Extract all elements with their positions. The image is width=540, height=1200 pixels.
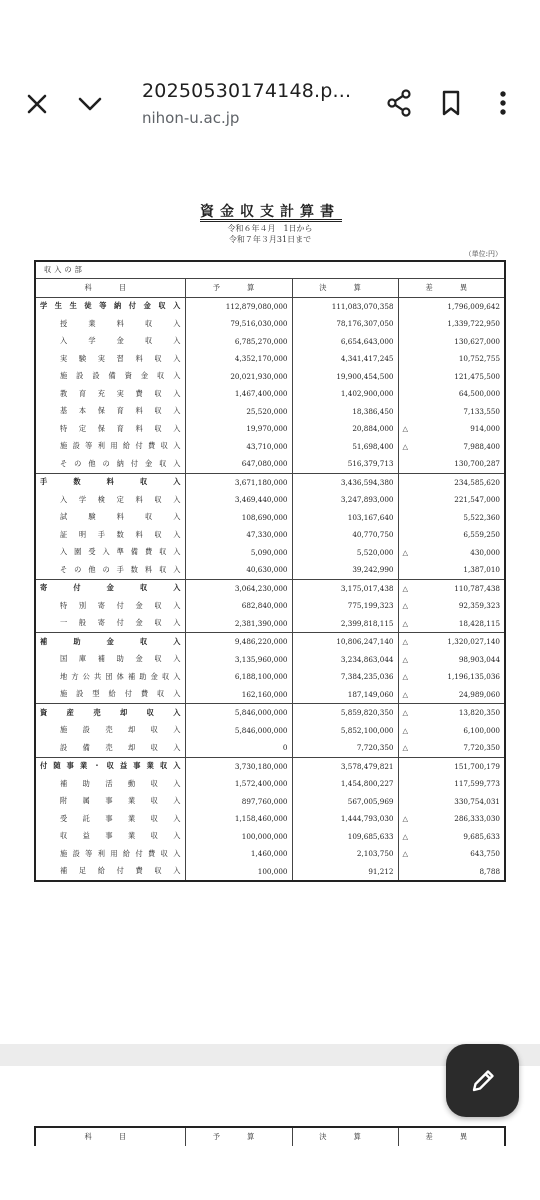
item-name: そ の 他 の 納 付 金 収 入 bbox=[60, 458, 181, 468]
row-subject bbox=[35, 845, 185, 863]
table-row bbox=[35, 438, 505, 456]
difference-value: 914,000 bbox=[470, 424, 501, 434]
budget-cell: 20,021,930,000 bbox=[185, 368, 292, 386]
negative-marker: △ bbox=[402, 441, 409, 451]
row-subject bbox=[35, 668, 185, 686]
header-subject: 科 目 bbox=[35, 279, 185, 298]
difference-cell bbox=[398, 455, 505, 473]
category-name: 資 産 売 却 収 入 bbox=[40, 707, 181, 717]
item-name: 受 託 事 業 収 入 bbox=[60, 813, 181, 823]
item-name: 特 定 保 育 料 収 入 bbox=[60, 423, 181, 433]
row-subject bbox=[35, 579, 185, 597]
item-name: 施 設 型 給 付 費 収 入 bbox=[60, 689, 181, 699]
difference-value: 130,627,000 bbox=[454, 336, 501, 346]
difference-cell bbox=[398, 863, 505, 882]
budget-cell: 1,460,000 bbox=[185, 845, 292, 863]
budget-cell: 3,064,230,000 bbox=[185, 579, 292, 597]
actual-cell: 20,884,000 bbox=[292, 420, 398, 438]
header-difference: 差 異 bbox=[398, 279, 505, 298]
table-row bbox=[35, 828, 505, 846]
row-subject bbox=[35, 350, 185, 368]
actual-cell: 3,234,863,044 bbox=[292, 651, 398, 669]
budget-cell: 6,188,100,000 bbox=[185, 668, 292, 686]
difference-value: 221,547,000 bbox=[454, 495, 501, 505]
table-row bbox=[35, 473, 505, 491]
difference-value: 1,387,010 bbox=[463, 565, 501, 575]
table-row bbox=[35, 579, 505, 597]
item-name: 特 別 寄 付 金 収 入 bbox=[60, 600, 181, 610]
budget-cell: 112,879,080,000 bbox=[185, 297, 292, 315]
negative-marker: △ bbox=[402, 849, 409, 859]
table-row bbox=[35, 315, 505, 333]
row-subject bbox=[35, 420, 185, 438]
table-row bbox=[35, 810, 505, 828]
row-subject bbox=[35, 828, 185, 846]
page2-table bbox=[34, 1126, 506, 1146]
row-subject bbox=[35, 403, 185, 421]
actual-cell: 3,578,479,821 bbox=[292, 757, 398, 775]
difference-value: 430,000 bbox=[470, 547, 501, 557]
budget-cell: 2,381,390,000 bbox=[185, 615, 292, 633]
collapse-button[interactable] bbox=[70, 86, 110, 122]
row-subject bbox=[35, 739, 185, 757]
negative-marker: △ bbox=[402, 672, 409, 682]
row-subject bbox=[35, 793, 185, 811]
table-row bbox=[35, 350, 505, 368]
row-subject bbox=[35, 368, 185, 386]
difference-value: 64,500,000 bbox=[458, 389, 501, 399]
table-row bbox=[35, 526, 505, 544]
table-row bbox=[35, 775, 505, 793]
share-icon bbox=[386, 89, 412, 117]
actual-cell: 7,720,350 bbox=[292, 739, 398, 757]
table-row bbox=[35, 722, 505, 740]
item-name: 入 学 検 定 料 収 入 bbox=[60, 494, 181, 504]
row-subject bbox=[35, 633, 185, 651]
difference-cell bbox=[398, 491, 505, 509]
title-underline bbox=[200, 219, 342, 220]
actual-cell: 103,167,640 bbox=[292, 509, 398, 527]
negative-marker: △ bbox=[402, 601, 409, 611]
actual-cell: 111,083,070,358 bbox=[292, 297, 398, 315]
difference-cell bbox=[398, 473, 505, 491]
difference-value: 7,133,550 bbox=[463, 406, 501, 416]
row-subject bbox=[35, 509, 185, 527]
period-from: 令和６年４月 1日から bbox=[227, 224, 313, 233]
budget-cell: 9,486,220,000 bbox=[185, 633, 292, 651]
row-subject bbox=[35, 333, 185, 351]
actual-cell: 2,399,818,115 bbox=[292, 615, 398, 633]
row-subject bbox=[35, 473, 185, 491]
budget-cell: 682,840,000 bbox=[185, 597, 292, 615]
actual-cell: 567,005,969 bbox=[292, 793, 398, 811]
budget-cell: 3,469,440,000 bbox=[185, 491, 292, 509]
income-table bbox=[34, 260, 506, 882]
table-row bbox=[35, 633, 505, 651]
row-subject bbox=[35, 863, 185, 882]
difference-cell bbox=[398, 686, 505, 704]
table-row bbox=[35, 368, 505, 386]
row-subject bbox=[35, 491, 185, 509]
actual-cell: 91,212 bbox=[292, 863, 398, 882]
row-subject bbox=[35, 810, 185, 828]
actual-cell: 1,444,793,030 bbox=[292, 810, 398, 828]
difference-value: 92,359,323 bbox=[458, 601, 501, 611]
table-row bbox=[35, 403, 505, 421]
budget-cell: 40,630,000 bbox=[185, 561, 292, 579]
budget-cell: 0 bbox=[185, 739, 292, 757]
actual-cell: 78,176,307,050 bbox=[292, 315, 398, 333]
item-name: 地 方 公 共 団 体 補 助 金 収 入 bbox=[60, 671, 181, 681]
negative-marker: △ bbox=[402, 725, 409, 735]
negative-marker: △ bbox=[402, 708, 409, 718]
actual-cell: 51,698,400 bbox=[292, 438, 398, 456]
row-subject bbox=[35, 455, 185, 473]
budget-cell: 79,516,030,000 bbox=[185, 315, 292, 333]
difference-value: 10,752,755 bbox=[458, 354, 501, 364]
negative-marker: △ bbox=[402, 618, 409, 628]
difference-cell bbox=[398, 544, 505, 562]
category-name: 寄 付 金 収 入 bbox=[40, 583, 181, 593]
table-row bbox=[35, 597, 505, 615]
actual-cell: 5,859,820,350 bbox=[292, 704, 398, 722]
difference-cell bbox=[398, 739, 505, 757]
close-icon bbox=[26, 93, 48, 115]
negative-marker: △ bbox=[402, 814, 409, 824]
difference-cell bbox=[398, 420, 505, 438]
row-subject bbox=[35, 297, 185, 315]
negative-marker: △ bbox=[402, 583, 409, 593]
budget-cell: 6,785,270,000 bbox=[185, 333, 292, 351]
difference-value: 234,585,620 bbox=[454, 477, 501, 487]
close-button[interactable] bbox=[18, 86, 56, 122]
row-subject bbox=[35, 757, 185, 775]
row-subject bbox=[35, 561, 185, 579]
difference-value: 98,903,044 bbox=[458, 654, 501, 664]
difference-value: 1,796,009,642 bbox=[447, 301, 501, 311]
difference-value: 18,428,115 bbox=[458, 618, 501, 628]
difference-cell bbox=[398, 526, 505, 544]
difference-cell bbox=[398, 403, 505, 421]
row-subject bbox=[35, 615, 185, 633]
more-options-button[interactable] bbox=[488, 84, 518, 122]
negative-marker: △ bbox=[402, 654, 409, 664]
budget-cell: 5,090,000 bbox=[185, 544, 292, 562]
table-row bbox=[35, 863, 505, 882]
item-name: 施 設 売 却 収 入 bbox=[60, 725, 181, 735]
item-name: 授 業 料 収 入 bbox=[60, 318, 181, 328]
difference-value: 1,196,135,036 bbox=[447, 672, 501, 682]
difference-cell bbox=[398, 368, 505, 386]
page2-header-actual: 決 算 bbox=[292, 1127, 398, 1146]
actual-cell: 39,242,990 bbox=[292, 561, 398, 579]
budget-cell: 108,690,000 bbox=[185, 509, 292, 527]
header-row bbox=[35, 279, 505, 298]
table-row bbox=[35, 297, 505, 315]
table-row bbox=[35, 704, 505, 722]
actual-cell: 3,247,893,000 bbox=[292, 491, 398, 509]
bookmark-button[interactable] bbox=[434, 84, 468, 122]
item-name: 施 設 等 利 用 給 付 費 収 入 bbox=[60, 441, 181, 451]
difference-value: 7,988,400 bbox=[463, 441, 501, 451]
actual-cell: 19,900,454,500 bbox=[292, 368, 398, 386]
negative-marker: △ bbox=[402, 831, 409, 841]
category-name: 付 随 事 業 ・ 収 益 事 業 収 入 bbox=[40, 761, 181, 771]
budget-cell: 100,000,000 bbox=[185, 828, 292, 846]
difference-cell bbox=[398, 668, 505, 686]
budget-cell: 162,160,000 bbox=[185, 686, 292, 704]
difference-cell bbox=[398, 597, 505, 615]
document-title: 20250530174148.p... bbox=[142, 80, 352, 102]
actual-cell: 109,685,633 bbox=[292, 828, 398, 846]
difference-value: 9,685,633 bbox=[463, 831, 501, 841]
item-name: 入 学 金 収 入 bbox=[60, 336, 181, 346]
table-row bbox=[35, 686, 505, 704]
header-budget: 予 算 bbox=[185, 279, 292, 298]
actual-cell: 6,654,643,000 bbox=[292, 333, 398, 351]
difference-cell bbox=[398, 757, 505, 775]
difference-value: 117,599,773 bbox=[454, 779, 501, 789]
table-row bbox=[35, 668, 505, 686]
item-name: 収 益 事 業 収 入 bbox=[60, 831, 181, 841]
item-name: 設 備 売 却 収 入 bbox=[60, 742, 181, 752]
row-subject bbox=[35, 686, 185, 704]
budget-cell: 1,158,460,000 bbox=[185, 810, 292, 828]
difference-value: 13,820,350 bbox=[458, 708, 501, 718]
table-row bbox=[35, 651, 505, 669]
actual-cell: 1,402,900,000 bbox=[292, 385, 398, 403]
item-name: そ の 他 の 手 数 料 収 入 bbox=[60, 564, 181, 574]
difference-cell bbox=[398, 615, 505, 633]
difference-cell bbox=[398, 297, 505, 315]
item-name: 一 般 寄 付 金 収 入 bbox=[60, 618, 181, 628]
row-subject bbox=[35, 722, 185, 740]
difference-cell bbox=[398, 775, 505, 793]
title-underline-2 bbox=[200, 221, 342, 222]
pencil-icon bbox=[469, 1067, 497, 1095]
row-subject bbox=[35, 315, 185, 333]
negative-marker: △ bbox=[402, 547, 409, 557]
difference-cell bbox=[398, 579, 505, 597]
pdf-page-1 bbox=[0, 140, 540, 1044]
budget-cell: 5,846,000,000 bbox=[185, 704, 292, 722]
row-subject bbox=[35, 775, 185, 793]
table-row bbox=[35, 385, 505, 403]
page2-header-budget: 予 算 bbox=[185, 1127, 292, 1146]
budget-cell: 43,710,000 bbox=[185, 438, 292, 456]
item-name: 教 育 充 実 費 収 入 bbox=[60, 388, 181, 398]
actual-cell: 1,454,800,227 bbox=[292, 775, 398, 793]
actual-cell: 3,436,594,380 bbox=[292, 473, 398, 491]
difference-value: 1,339,722,950 bbox=[447, 319, 501, 329]
share-button[interactable] bbox=[380, 84, 418, 122]
difference-value: 24,989,060 bbox=[458, 689, 501, 699]
row-subject bbox=[35, 526, 185, 544]
difference-cell bbox=[398, 810, 505, 828]
table-row bbox=[35, 615, 505, 633]
row-subject bbox=[35, 704, 185, 722]
difference-value: 7,720,350 bbox=[463, 743, 501, 753]
budget-cell: 100,000 bbox=[185, 863, 292, 882]
section-row bbox=[35, 261, 505, 279]
negative-marker: △ bbox=[402, 743, 409, 753]
negative-marker: △ bbox=[402, 689, 409, 699]
document-url: nihon-u.ac.jp bbox=[142, 109, 240, 127]
difference-cell bbox=[398, 385, 505, 403]
difference-cell bbox=[398, 845, 505, 863]
budget-cell: 3,671,180,000 bbox=[185, 473, 292, 491]
item-name: 施 設 等 利 用 給 付 費 収 入 bbox=[60, 848, 181, 858]
actual-cell: 187,149,060 bbox=[292, 686, 398, 704]
difference-cell bbox=[398, 722, 505, 740]
row-subject bbox=[35, 385, 185, 403]
table-row bbox=[35, 793, 505, 811]
table-row bbox=[35, 845, 505, 863]
section-label: 収入の部 bbox=[44, 265, 85, 274]
budget-cell: 47,330,000 bbox=[185, 526, 292, 544]
negative-marker: △ bbox=[402, 637, 409, 647]
item-name: 入 園 受 入 準 備 費 収 入 bbox=[60, 547, 181, 557]
category-name: 補 助 金 収 入 bbox=[40, 636, 181, 646]
difference-cell bbox=[398, 704, 505, 722]
difference-cell bbox=[398, 315, 505, 333]
row-subject bbox=[35, 438, 185, 456]
actual-cell: 516,379,713 bbox=[292, 455, 398, 473]
difference-cell bbox=[398, 633, 505, 651]
difference-cell bbox=[398, 793, 505, 811]
difference-value: 286,333,030 bbox=[454, 814, 501, 824]
difference-value: 1,320,027,140 bbox=[447, 637, 501, 647]
page2-header-row bbox=[35, 1127, 505, 1146]
actual-cell: 3,175,017,438 bbox=[292, 579, 398, 597]
actual-cell: 2,103,750 bbox=[292, 845, 398, 863]
budget-cell: 1,572,400,000 bbox=[185, 775, 292, 793]
difference-value: 6,100,000 bbox=[463, 725, 501, 735]
row-subject bbox=[35, 597, 185, 615]
difference-value: 8,788 bbox=[479, 866, 501, 876]
table-row bbox=[35, 455, 505, 473]
edit-fab-button[interactable] bbox=[446, 1044, 519, 1117]
bookmark-icon bbox=[441, 90, 461, 116]
page2-header-subject: 科 目 bbox=[84, 1132, 137, 1141]
negative-marker: △ bbox=[402, 424, 409, 434]
actual-cell: 18,386,450 bbox=[292, 403, 398, 421]
more-vert-icon bbox=[499, 90, 507, 116]
difference-value: 121,475,500 bbox=[454, 371, 501, 381]
difference-cell bbox=[398, 561, 505, 579]
budget-cell: 3,135,960,000 bbox=[185, 651, 292, 669]
item-name: 補 足 給 付 費 収 入 bbox=[60, 866, 181, 876]
item-name: 基 本 保 育 料 収 入 bbox=[60, 406, 181, 416]
unit-label: （単位:円） bbox=[464, 250, 502, 258]
actual-cell: 40,770,750 bbox=[292, 526, 398, 544]
budget-cell: 1,467,400,000 bbox=[185, 385, 292, 403]
difference-cell bbox=[398, 651, 505, 669]
actual-cell: 775,199,323 bbox=[292, 597, 398, 615]
table-row bbox=[35, 739, 505, 757]
chevron-down-icon bbox=[77, 96, 103, 112]
actual-cell: 10,806,247,140 bbox=[292, 633, 398, 651]
difference-value: 5,522,360 bbox=[463, 512, 501, 522]
difference-value: 151,700,179 bbox=[454, 761, 501, 771]
difference-value: 110,787,438 bbox=[454, 583, 501, 593]
statement-title: 資金収支計算書 bbox=[200, 204, 340, 220]
difference-value: 643,750 bbox=[470, 849, 501, 859]
item-name: 証 明 手 数 料 収 入 bbox=[60, 529, 181, 539]
budget-cell: 647,080,000 bbox=[185, 455, 292, 473]
table-row bbox=[35, 509, 505, 527]
row-subject bbox=[35, 651, 185, 669]
item-name: 実 験 実 習 料 収 入 bbox=[60, 353, 181, 363]
difference-value: 330,754,031 bbox=[454, 796, 501, 806]
category-name: 手 数 料 収 入 bbox=[40, 477, 181, 487]
budget-cell: 3,730,180,000 bbox=[185, 757, 292, 775]
budget-cell: 19,970,000 bbox=[185, 420, 292, 438]
actual-cell: 5,852,100,000 bbox=[292, 722, 398, 740]
table-row bbox=[35, 420, 505, 438]
item-name: 試 験 料 収 入 bbox=[60, 512, 181, 522]
table-row bbox=[35, 757, 505, 775]
header-actual: 決 算 bbox=[292, 279, 398, 298]
difference-cell bbox=[398, 828, 505, 846]
actual-cell: 5,520,000 bbox=[292, 544, 398, 562]
viewer-top-bar bbox=[0, 0, 540, 140]
difference-cell bbox=[398, 438, 505, 456]
item-name: 補 助 活 動 収 入 bbox=[60, 778, 181, 788]
actual-cell: 7,384,235,036 bbox=[292, 668, 398, 686]
difference-value: 6,559,250 bbox=[463, 530, 501, 540]
page2-header-difference: 差 異 bbox=[398, 1127, 505, 1146]
item-name: 附 属 事 業 収 入 bbox=[60, 796, 181, 806]
difference-cell bbox=[398, 509, 505, 527]
period-to: 令和７年３月31日まで bbox=[228, 235, 312, 244]
table-row bbox=[35, 561, 505, 579]
budget-cell: 5,846,000,000 bbox=[185, 722, 292, 740]
item-name: 国 庫 補 助 金 収 入 bbox=[60, 654, 181, 664]
difference-cell bbox=[398, 350, 505, 368]
difference-value: 130,700,287 bbox=[454, 459, 501, 469]
difference-cell bbox=[398, 333, 505, 351]
table-row bbox=[35, 491, 505, 509]
actual-cell: 4,341,417,245 bbox=[292, 350, 398, 368]
item-name: 施 設 設 備 資 金 収 入 bbox=[60, 371, 181, 381]
category-name: 学 生 生 徒 等 納 付 金 収 入 bbox=[40, 301, 181, 311]
table-row bbox=[35, 544, 505, 562]
budget-cell: 25,520,000 bbox=[185, 403, 292, 421]
budget-cell: 897,760,000 bbox=[185, 793, 292, 811]
table-row bbox=[35, 333, 505, 351]
budget-cell: 4,352,170,000 bbox=[185, 350, 292, 368]
row-subject bbox=[35, 544, 185, 562]
